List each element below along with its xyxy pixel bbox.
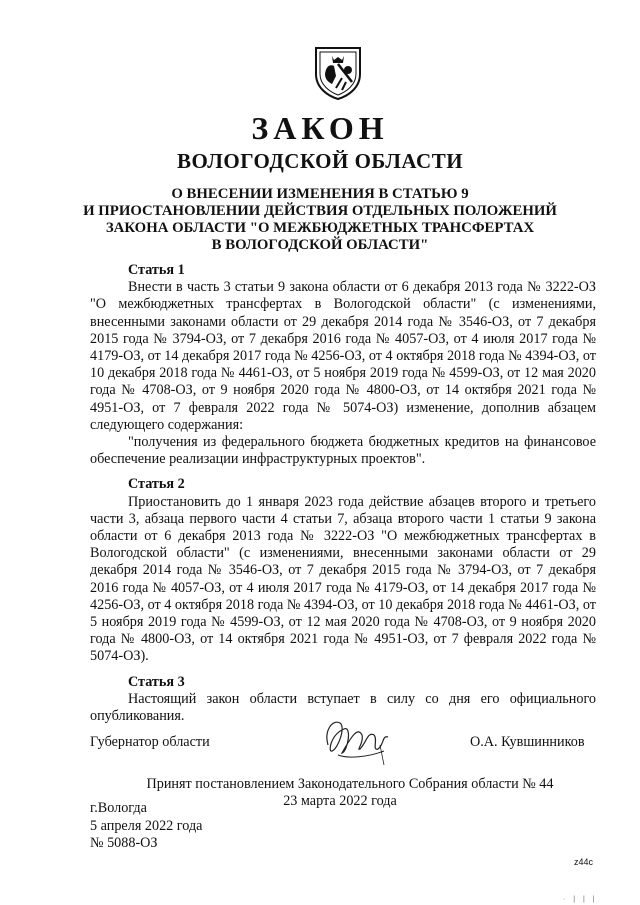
signing-date: 5 апреля 2022 года [90, 817, 203, 834]
adoption-date: 23 марта 2022 года [283, 793, 397, 809]
law-title: ЗАКОН [251, 110, 389, 146]
document-code: z44c [574, 857, 594, 867]
city: г.Вологда [90, 800, 147, 816]
subtitle-line: В ВОЛОГОДСКОЙ ОБЛАСТИ" [211, 237, 429, 253]
governor-name: О.А. Кувшинников [470, 734, 585, 750]
governor-position: Губернатор области [90, 734, 210, 750]
vologda-coat-of-arms-icon [312, 44, 364, 100]
law-subtitle [80, 186, 560, 254]
subtitle-line: И ПРИОСТАНОВЛЕНИИ ДЕЙСТВИЯ ОТДЕЛЬНЫХ ПОЛОЖЕНИЙ [83, 203, 557, 219]
article-heading: Статья 1 [128, 262, 185, 278]
article-2 [90, 476, 596, 665]
article-1 [90, 262, 596, 468]
subtitle-line: О ВНЕСЕНИИ ИЗМЕНЕНИЯ В СТАТЬЮ 9 [171, 186, 469, 202]
law-number: № 5088-ОЗ [90, 835, 158, 851]
region-title: ВОЛОГОДСКОЙ ОБЛАСТИ [176, 149, 464, 173]
article-heading: Статья 2 [128, 476, 185, 493]
scan-marks: · | | | [563, 896, 598, 903]
articles-body [90, 262, 596, 725]
article-paragraph: Настоящий закон области вступает в силу со дня его официального опубликования. [90, 690, 596, 725]
adoption-line: Принят постановлением Законодательного Собрания области № 44 [146, 776, 554, 792]
place-and-date [90, 800, 202, 853]
article-paragraph: "получения из федерального бюджета бюджетных кредитов на финансовое обеспечение реализации инфраструктурных проектов". [90, 434, 596, 468]
article-heading: Статья 3 [128, 673, 185, 690]
handwritten-signature [318, 705, 398, 775]
article-paragraph: Приостановить до 1 января 2023 года действие абзацев второго и третьего части 3, абзаца первого части 4 статьи 7, абзаца второго части 1 статьи 9 закона области от 6 декабря 2013 года № 3222-ОЗ "О межбюджетных трансфертах в Вологодской области" (с изменениями, внесенными законами области от 29 декабря 2014 года № 3546-ОЗ, от 7 декабря 2015 года № 3794-ОЗ, от 7 декабря 2016 года № 4057-ОЗ, от 4 июля 2017 года № 4179-ОЗ, от 14 декабря 2017 года № 4256-ОЗ, от 4 октября 2018 года № 4394-ОЗ, от 10 декабря 2018 года № 4461-ОЗ, от 5 ноября 2019 года № 4599-ОЗ, от 12 мая 2020 года № 4708-ОЗ, от 9 ноября 2020 года № 4800-ОЗ, от 14 октября 2021 года № 4951-ОЗ, от 7 февраля 2022 года № 5074-ОЗ). [90, 493, 596, 665]
article-paragraph: Внести в часть 3 статьи 9 закона области от 6 декабря 2013 года № 3222-ОЗ "О межбюджетных трансфертах в Вологодской области" (с изменениями, внесенными законами области от 29 декабря 2014 года № 3546-ОЗ, от 7 декабря 2015 года № 3794-ОЗ, от 7 декабря 2016 года № 4057-ОЗ, от 4 июля 2017 года № 4179-ОЗ, от 14 декабря 2017 года № 4256-ОЗ, от 4 октября 2018 года № 4394-ОЗ, от 10 декабря 2018 года № 4461-ОЗ, от 5 ноября 2019 года № 4599-ОЗ, от 12 мая 2020 года № 4708-ОЗ, от 9 ноября 2020 года № 4800-ОЗ, от 14 октября 2021 года № 4951-ОЗ, от 7 февраля 2022 года № 5074-ОЗ) изменение, дополнив абзацем следующего содержания: [90, 279, 596, 433]
subtitle-line: ЗАКОНА ОБЛАСТИ "О МЕЖБЮДЖЕТНЫХ ТРАНСФЕРТАХ [105, 220, 535, 236]
